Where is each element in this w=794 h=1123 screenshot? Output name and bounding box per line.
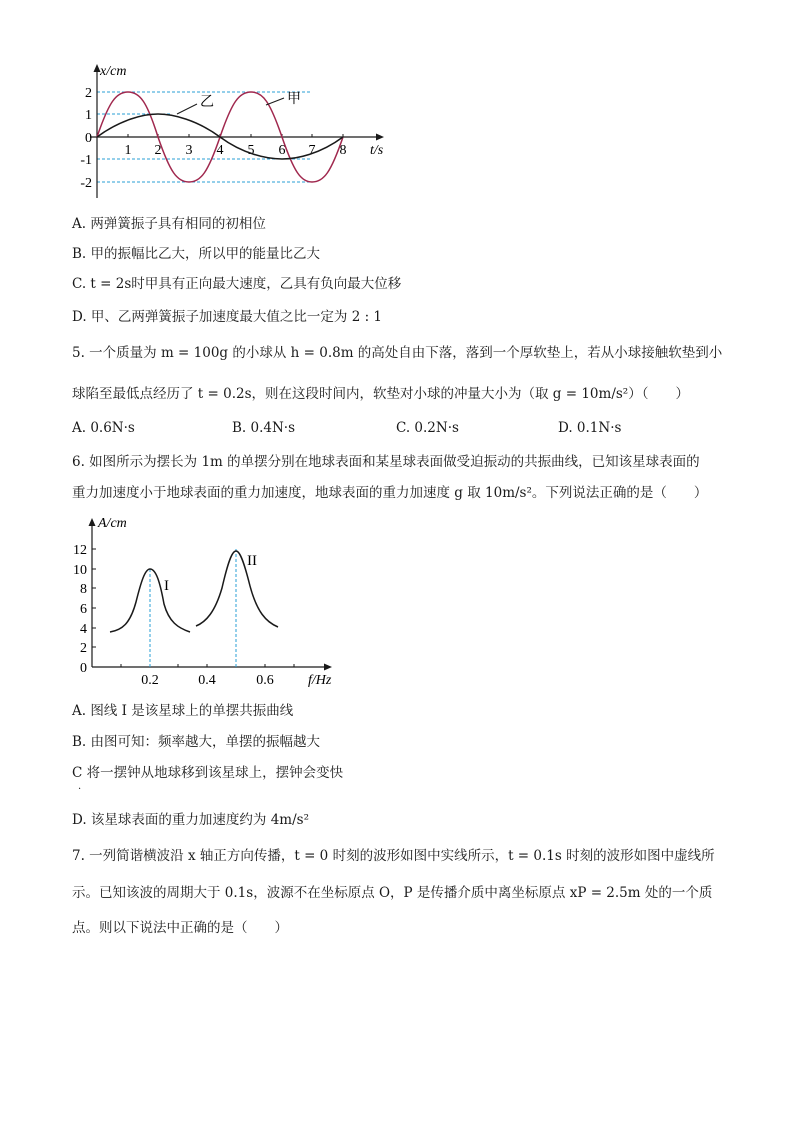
x-tick-label: 0.4: [198, 673, 216, 688]
q5-option-a: A. 0.6N·s: [72, 420, 135, 436]
q5-option-b: B. 0.4N·s: [232, 420, 296, 436]
q5-options: [72, 420, 732, 440]
y-tick-label: 4: [80, 622, 87, 637]
curve-ii-label: II: [247, 553, 257, 569]
y-tick-label: 0: [85, 131, 92, 146]
q6-option-c: C 将一摆钟从地球移到该星球上，摆钟会变快: [72, 765, 344, 781]
x-tick-label: 8: [339, 143, 347, 158]
q6-option-c-dot: .: [78, 781, 82, 792]
y-tick-label: 10: [73, 563, 87, 578]
q5-stem-line1: 5. 一个质量为 m = 100g 的小球从 h = 0.8m 的高处自由下落，落到一个厚软垫上，若从小球接触软垫到小: [72, 345, 723, 361]
curve-i-label: I: [164, 578, 169, 594]
q6-option-a: A. 图线 I 是该星球上的单摆共振曲线: [72, 703, 294, 719]
x-tick-label: 5: [247, 143, 255, 158]
resonance-curve-figure: [72, 510, 342, 690]
x-tick-label: 3: [185, 143, 193, 158]
label-yi: 乙: [200, 95, 214, 110]
q5-option-c: C. 0.2N·s: [396, 420, 459, 436]
x-tick-label: 0.2: [141, 673, 159, 688]
q7-stem-line3: 点。则以下说法中正确的是（ ）: [72, 920, 288, 936]
x-tick-label: 7: [308, 143, 316, 158]
q5-option-d: D. 0.1N·s: [558, 420, 622, 436]
x-axis-label: t/s: [370, 143, 384, 158]
y-axis-label: x/cm: [100, 64, 127, 79]
y-tick-label: 0: [80, 661, 87, 676]
curve-ii: [196, 551, 278, 627]
y-tick-label: 6: [80, 602, 87, 617]
y-tick-label: 8: [80, 582, 87, 597]
q4-option-a: A. 两弹簧振子具有相同的初相位: [72, 216, 266, 232]
q4-option-b: B. 甲的振幅比乙大，所以甲的能量比乙大: [72, 246, 321, 262]
q7-stem-line1: 7. 一列简谐横波沿 x 轴正方向传播，t = 0 时刻的波形如图中实线所示，t = 0.1s 时刻的波形如图中虚线所: [72, 848, 715, 864]
q6-option-b: B. 由图可知：频率越大，单摆的振幅越大: [72, 734, 321, 750]
x-tick-label: 6: [278, 143, 286, 158]
label-yi-leader: [177, 104, 197, 114]
y-tick-label: -1: [80, 153, 92, 168]
q6-stem-line2: 重力加速度小于地球表面的重力加速度，地球表面的重力加速度 g 取 10m/s²。下列说法正确的是（ ）: [72, 485, 708, 501]
x-axis-label: f/Hz: [308, 673, 332, 688]
y-tick-label: 2: [80, 641, 87, 656]
x-tick-label: 2: [154, 143, 162, 158]
label-jia-leader: [266, 98, 284, 105]
x-tick-labels: [141, 673, 274, 688]
y-tick-labels: [73, 543, 87, 676]
resonance-dashed-lines: [150, 549, 236, 667]
q6-stem-line1: 6. 如图所示为摆长为 1m 的单摆分别在地球表面和某星球表面做受迫振动的共振曲线，已知该星球表面的: [72, 454, 700, 470]
q7-stem-line2: 示。已知该波的周期大于 0.1s，波源不在坐标原点 O，P 是传播介质中离坐标原点 xP = 2.5m 处的一个质: [72, 885, 713, 901]
axes: [90, 64, 384, 198]
y-tick-label: 1: [85, 108, 92, 123]
q6-option-d: D. 该星球表面的重力加速度约为 4m/s²: [72, 812, 309, 828]
y-tick-labels: [80, 86, 92, 191]
q5-stem-line2: 球陷至最低点经历了 t = 0.2s，则在这段时间内，软垫对小球的冲量大小为（取 g = 10m/s²）（ ）: [72, 386, 689, 402]
axes: [89, 518, 333, 671]
x-tick-label: 4: [216, 143, 224, 158]
q4-option-d: D. 甲、乙两弹簧振子加速度最大值之比一定为 2 : 1: [72, 309, 383, 325]
x-tick-label: 1: [124, 143, 132, 158]
y-tick-label: 12: [73, 543, 87, 558]
x-tick-label: 0.6: [256, 673, 274, 688]
label-jia: 甲: [287, 92, 301, 107]
vibration-graph-figure: [60, 58, 400, 198]
x-tick-labels: [125, 143, 347, 158]
y-axis-label: A/cm: [98, 516, 127, 531]
y-tick-label: 2: [85, 86, 92, 101]
y-tick-label: -2: [80, 176, 92, 191]
q4-option-c: C. t = 2s时甲具有正向最大速度，乙具有负向最大位移: [72, 276, 402, 292]
